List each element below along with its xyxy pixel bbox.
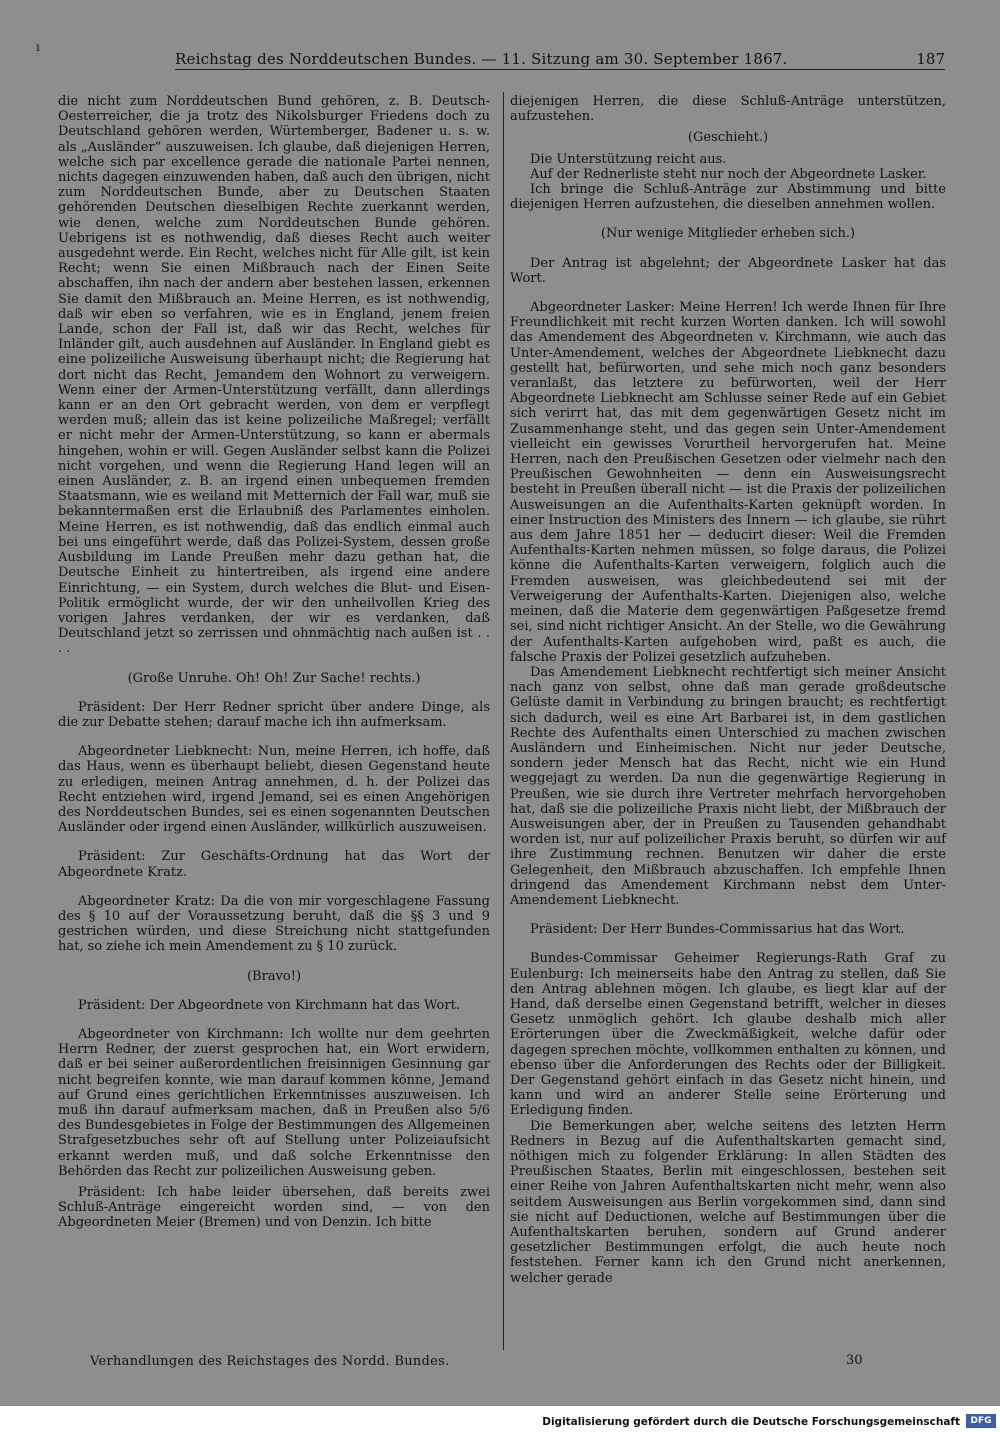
right-column	[510, 94, 946, 1286]
speaker-paragraph: Abgeordneter Lasker: Meine Herren! Ich werde Ihnen für Ihre Freundlichkeit mit recht kurzen Worten danken. Ich will sowohl das Amendement des Abgeordneten v. Kirchmann, wie auch das Unter-Amendement, welches der Abgeordnete Liebknecht dazu gestellt hat, befürworten, und sehe mich noch ganz besonders veranlaßt, das letztere zu befürworten, weil der Herr Abgeordnete Liebknecht am Schlusse seiner Rede auf ein Gebiet sich verirrt hat, das mit dem gegenwärtigen Gesetz nicht im Zusammenhange steht, und das gegen sein Unter-Amendement vielleicht ein gewisses Vorurtheil hervorgerufen hat. Meine Herren, nach den Preußischen Gesetzen oder vielmehr nach den Preußischen Gewohnheiten — denn ein Ausweisungsrecht besteht in Preußen überall nicht — ist die Praxis der polizeilichen Ausweisungen an die Aufenthalts-Karten geknüpft worden. In einer Instruction des Ministers des Innern — ich glaube, sie rührt aus dem Jahre 1851 her — deducirt dieser: Weil die Fremden Aufenthalts-Karten nehmen müssen, so folge daraus, die Polizei könne die Aufenthalts-Karten verweigern, folglich auch die Fremden ausweisen, was gleichbedeutend sei mit der Verweigerung der Aufenthalts-Karten. Diejenigen also, welche meinen, daß die Materie dem gegenwärtigen Paßgesetze fremd sei, sind nicht richtiger Ansicht. An der Stelle, wo die Gewährung der Aufenthalts-Karten aufgehoben wird, paßt es auch, die falsche Praxis der Polizei gesetzlich aufzuheben.	[510, 300, 946, 665]
paragraph: Ich bringe die Schluß-Anträge zur Abstimmung und bitte diejenigen Herren aufzustehen, die dieselben annehmen wollen.	[510, 182, 946, 213]
speaker-paragraph: Präsident: Zur Geschäfts-Ordnung hat das Wort der Abgeordnete Kratz.	[58, 849, 490, 880]
paragraph: diejenigen Herren, die diese Schluß-Anträge unterstützen, aufzustehen.	[510, 94, 946, 125]
header-rule	[175, 69, 945, 70]
interjection: (Geschieht.)	[687, 130, 769, 146]
speaker-paragraph: Abgeordneter Liebknecht: Nun, meine Herren, ich hoffe, daß das Haus, wenn es überhaupt beliebt, diesen Gegenstand heute zu erledigen, meinen Antrag annehmen, d. h. der Polizei das Recht entziehen wird, irgend Jemand, sei es einen Angehörigen des Norddeutschen Bundes, sei es einen sogenannten Deutschen Ausländer oder irgend einen Ausländer, willkürlich auszuweisen.	[58, 744, 490, 836]
speaker-paragraph: Präsident: Der Abgeordnete von Kirchmann hat das Wort.	[78, 997, 460, 1013]
corner-mark: ı	[36, 40, 40, 54]
speaker-paragraph: Abgeordneter Kratz: Da die von mir vorgeschlagene Fassung des § 10 auf der Voraussetzung beruht, daß die §§ 3 und 9 gestrichen würden, und diese Streichung nicht stattgefunden hat, so ziehe ich mein Amendement zu § 10 zurück.	[58, 893, 490, 955]
left-column	[58, 94, 490, 1231]
page-number: 187	[916, 50, 945, 68]
footer-publication: Verhandlungen des Reichstages des Nordd. Bundes.	[90, 1354, 450, 1369]
interjection: (Bravo!)	[246, 968, 302, 984]
dfg-logo: DFG	[966, 1414, 996, 1428]
dfg-credit-text: Digitalisierung gefördert durch die Deutsche Forschungsgemeinschaft	[542, 1416, 960, 1428]
paragraph: Auf der Rednerliste steht nur noch der Abgeordnete Lasker.	[530, 166, 927, 182]
column-divider	[503, 92, 504, 1350]
speaker-paragraph: Präsident: Der Herr Redner spricht über andere Dinge, als die zur Debatte stehen; darauf mache ich ihn aufmerksam.	[58, 699, 490, 730]
paragraph: Die Bemerkungen aber, welche seitens des letzten Herrn Redners in Bezug auf die Aufenthaltskarten gemacht sind, nöthigen mich zu folgender Erklärung: In allen Städten des Preußischen Staates, Berlin mit eingeschlossen, bestehen seit einer Reihe von Jahren Aufenthaltskarten nicht mehr, wenn also seitdem Ausweisungen aus Berlin vorgekommen sind, dann sind sie nicht auf Deductionen, welche auf Bestimmungen über die Aufenthaltskarten beruhen, sondern auf Grund anderer gesetzlicher Bestimmungen erfolgt, die auch heute noch feststehen. Ferner kann ich den Grund nicht anerkennen, welcher gerade	[510, 1118, 946, 1286]
paragraph: Der Antrag ist abgelehnt; der Abgeordnete Lasker hat das Wort.	[510, 255, 946, 286]
interjection: (Große Unruhe. Oh! Oh! Zur Sache! rechts.)	[127, 670, 421, 686]
paragraph: die nicht zum Norddeutschen Bund gehören, z. B. Deutsch-Oesterreicher, die ja trotz des Nikolsburger Friedens doch zu Deutschland gehören werden, Würtemberger, Badener u. s. w. als „Ausländer“ auszuweisen. Ich glaube, daß diejenigen Herren, welche sich par excellence gerade die nationale Partei nennen, nichts dagegen einzuwenden haben, daß auch den übrigen, nicht zum Norddeutschen Bunde, aber zu Deutschen Staaten gehörenden Deutschen dieselbigen Rechte zuerkannt werden, wie denen, welche zum Norddeutschen Bunde gehören. Uebrigens ist es nothwendig, daß dieses Recht auch weiter ausgedehnt werde. Ein Recht, welches nicht für Alle gilt, ist kein Recht; wenn Sie einen Mißbrauch nach der Einen Seite abschaffen, ihn nach der andern aber bestehen lassen, erkennen Sie damit den Mißbrauch an. Meine Herren, es ist nothwendig, daß wir eben so verfahren, wie es in England, jenem freien Lande, schon der Fall ist, daß wir das Recht, welches für Inländer gilt, auch ausdehnen auf Ausländer. In England giebt es eine polizeiliche Ausweisung überhaupt nicht; die Regierung hat dort nicht das Recht, Jemandem den Wohnort zu verweigern. Wenn einer der Armen-Unterstützung verfällt, dann allerdings kann er an den Ort gebracht werden, von dem er verpflegt werden muß; allein das ist keine polizeiliche Maßregel; verfällt er nicht mehr der Armen-Unterstützung, so kann er abermals hingehen, wohin er will. Gegen Ausländer selbst kann die Polizei nicht vorgehen, und wenn die Regierung Hand legen will an einen Ausländer, z. B. an irgend einen unbequemen fremden Staatsmann, wie es weiland mit Metternich der Fall war, muß sie bekanntermaßen erst die Erlaubniß des Parlamentes einholen. Meine Herren, es ist nothwendig, daß das endlich einmal auch bei uns eingeführt werde, daß das Polizei-System, dessen große Ausbildung im Lande Preußen mehr dazu gethan hat, die Deutsche Einheit zu hintertreiben, als irgend eine andere Einrichtung, — ein System, durch welches die Blut- und Eisen-Politik ermöglicht wurde, der wir den unheilvollen Krieg des vorigen Jahres verdanken, der wir es verdanken, daß Deutschland jetzt so zerrissen und ohnmächtig nach außen ist . . . .	[58, 94, 490, 657]
signature-mark: 30	[846, 1353, 863, 1368]
speaker-paragraph: Präsident: Ich habe leider übersehen, daß bereits zwei Schluß-Anträge eingereicht worden sind, — von den Abgeordneten Meier (Bremen) und von Denzin. Ich bitte	[58, 1185, 490, 1231]
running-header	[175, 50, 945, 72]
speaker-paragraph: Bundes-Commissar Geheimer Regierungs-Rath Graf zu Eulenburg: Ich meinerseits habe den Antrag zu stellen, daß Sie den Antrag ablehnen mögen. Ich glaube, es liegt klar auf der Hand, daß derselbe einen Gegenstand betrifft, welcher in dieses Gesetz unmöglich gehört. Ich glaube deshalb mich aller Erörterungen über die Zweckmäßigkeit, welche dafür oder dagegen sprechen möchte, vollkommen enthalten zu können, und ebenso über die Anforderungen des Rechts oder der Billigkeit. Der Gegenstand gehört einfach in das Gesetz nicht hinein, und kann und wird an anderer Stelle seine Erörterung und Erledigung finden.	[510, 951, 946, 1119]
paragraph: Die Unterstützung reicht aus.	[530, 151, 727, 167]
paragraph: Das Amendement Liebknecht rechtfertigt sich meiner Ansicht nach ganz von selbst, ohne daß man gerade großdeutsche Gelüste damit in Verbindung zu bringen braucht; es rechtfertigt sich dadurch, weil es eine Art Barbarei ist, in dem gastlichen Rechte des Aufenthalts einen Unterschied zu machen zwischen Ausländern und Einheimischen. Nicht nur jeder Deutsche, sondern jeder Mensch hat das Recht, nicht wie ein Hund weggejagt zu werden. Da nun die gegenwärtige Regierung in Preußen, wie sie durch ihre Vertreter mehrfach hervorgehoben hat, daß sie die polizeiliche Praxis nicht liebt, der Mißbrauch der Ausweisungen aber, der in Preußen zu Tausenden gehandhabt worden ist, nur auf polizeilicher Praxis beruht, so dürfen wir auf ihre Zustimmung rechnen. Benutzen wir daher die erste Gelegenheit, den Mißbrauch abzuschaffen. Ich empfehle Ihnen dringend das Amendement Kirchmann nebst dem Unter-Amendement Liebknecht.	[510, 664, 946, 908]
digitization-credit-bar	[0, 1412, 1000, 1432]
speaker-paragraph: Abgeordneter von Kirchmann: Ich wollte nur dem geehrten Herrn Redner, der zuerst gesprochen hat, ein Wort erwidern, daß er bei seiner außerordentlichen freisinnigen Gesinnung gar nicht begreifen konnte, wie man darauf kommen könne, Jemand auf Grund eines gerichtlichen Erkenntnisses auszuweisen. Ich muß ihn darauf aufmerksam machen, daß in Preußen also 5/6 des Bundesgebietes in Folge der Bestimmungen des Allgemeinen Strafgesetzbuches sehr oft auf Stellung unter Polizeiaufsicht erkannt werden muß, und daß solche Erkenntnisse den Behörden das Recht zur polizeilichen Ausweisung geben.	[58, 1026, 490, 1179]
header-title: Reichstag des Norddeutschen Bundes. — 11. Sitzung am 30. September 1867.	[175, 50, 788, 68]
interjection: (Nur wenige Mitglieder erheben sich.)	[600, 226, 856, 242]
speaker-paragraph: Präsident: Der Herr Bundes-Commissarius hat das Wort.	[530, 922, 905, 938]
